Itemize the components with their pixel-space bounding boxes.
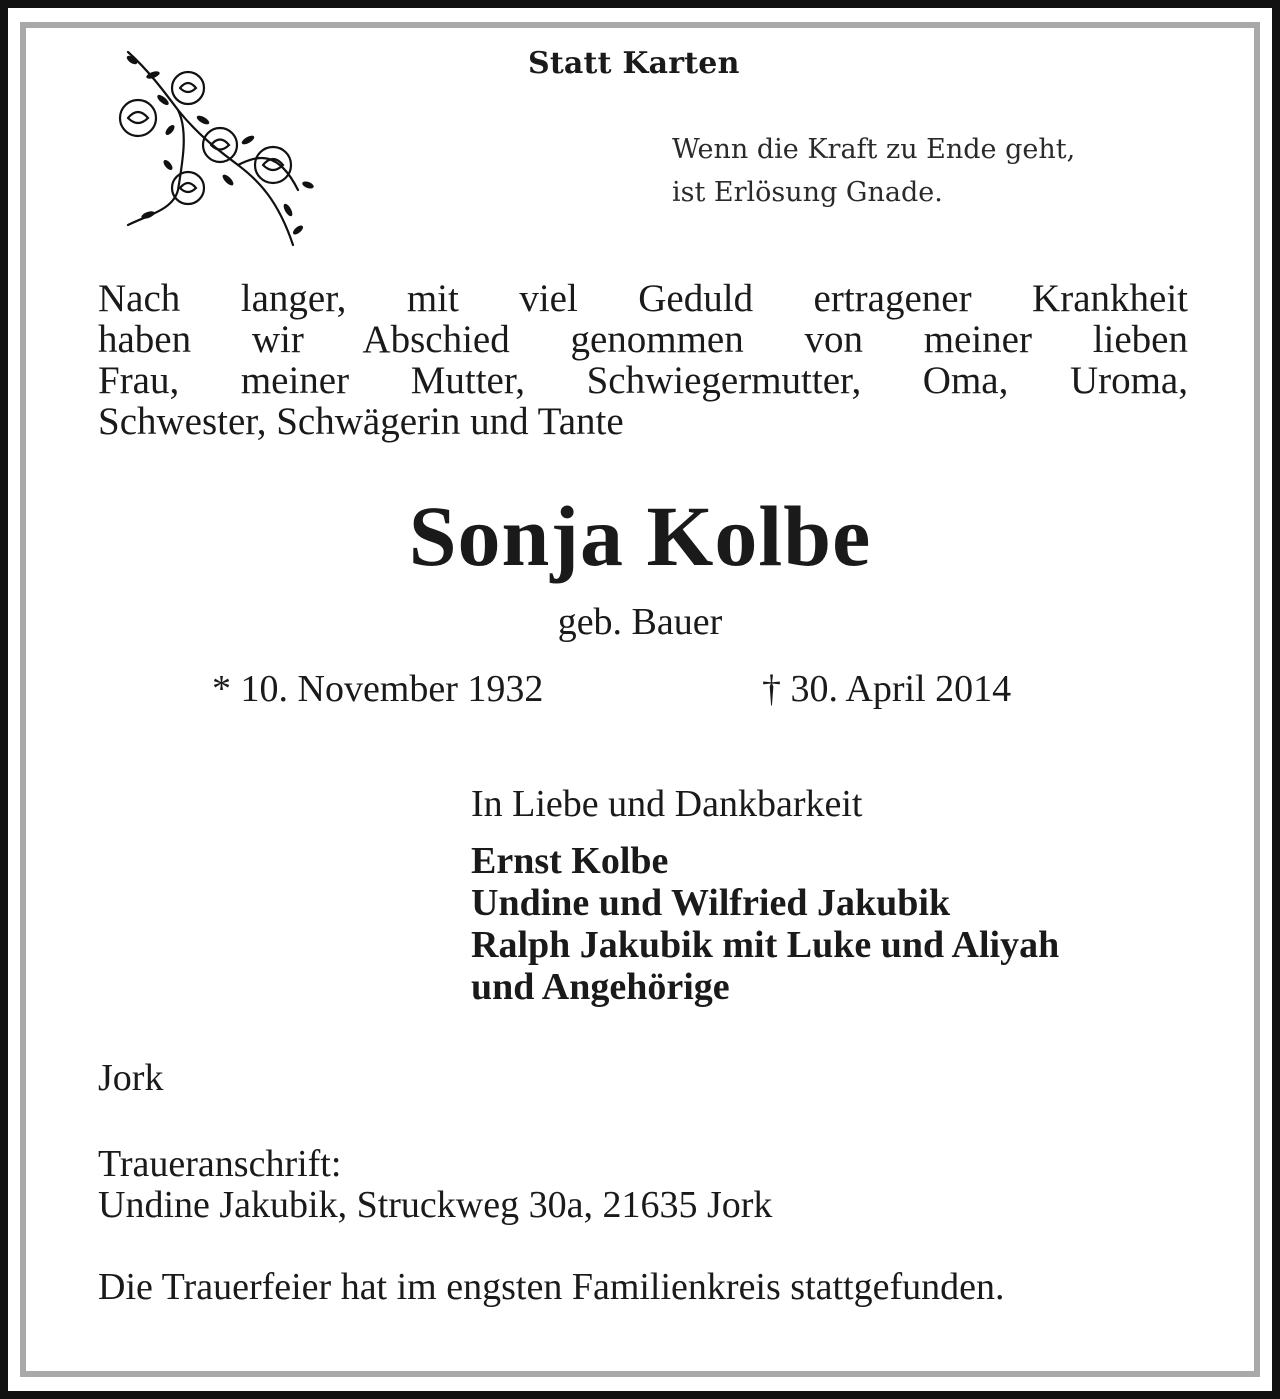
roses-icon <box>108 40 323 250</box>
mourner-name: Ernst Kolbe <box>471 840 669 882</box>
motto <box>672 128 1075 214</box>
mourner-name: Ralph Jakubik mit Luke und Aliyah <box>471 924 1060 966</box>
intro-line: Schwester, Schwägerin und Tante <box>98 400 624 443</box>
mourner-name: und Angehörige <box>471 966 730 1008</box>
intro-line: Nach langer, mit viel Geduld ertragener Krankheit <box>98 277 1188 320</box>
motto-line: Wenn die Kraft zu Ende geht, <box>672 134 1076 165</box>
mourners-intro: In Liebe und Dankbarkeit <box>471 783 863 825</box>
birth-date: * 10. November 1932 <box>212 668 544 710</box>
place: Jork <box>98 1057 164 1099</box>
address-label: Traueranschrift: <box>98 1143 342 1185</box>
mourner-name: Undine und Wilfried Jakubik <box>471 882 951 924</box>
address: Undine Jakubik, Struckweg 30a, 21635 Jork <box>98 1184 773 1226</box>
motto-line: ist Erlösung Gnade. <box>672 177 943 208</box>
funeral-note: Die Trauerfeier hat im engsten Familienkreis stattgefunden. <box>98 1266 1005 1308</box>
intro-text <box>98 278 1188 442</box>
deceased-name: Sonja Kolbe <box>408 488 872 584</box>
birth-name: geb. Bauer <box>557 601 723 643</box>
intro-line: haben wir Abschied genommen von meiner lieben <box>98 318 1188 361</box>
mourners-list <box>471 840 1059 1008</box>
header-title: Statt Karten <box>528 46 740 81</box>
intro-line: Frau, meiner Mutter, Schwiegermutter, Oma, Uroma, <box>98 359 1188 402</box>
death-date: † 30. April 2014 <box>762 668 1012 710</box>
